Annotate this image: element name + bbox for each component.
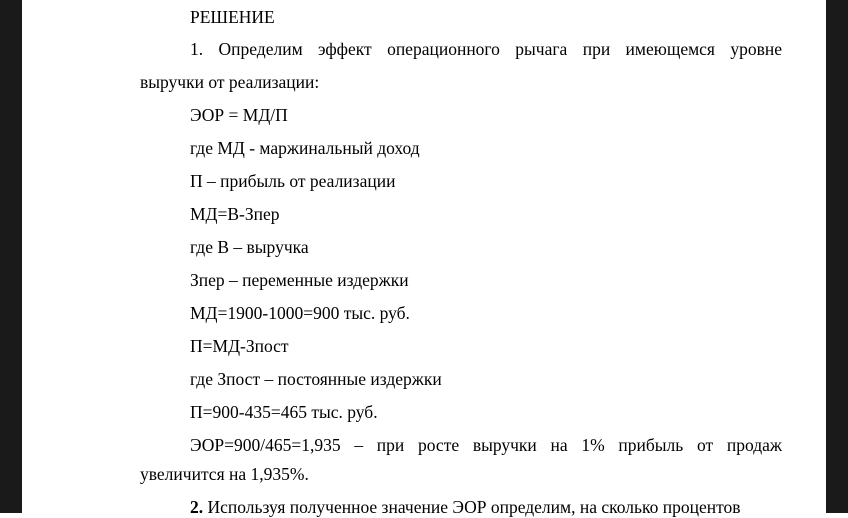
definition-zpost: где Зпост – постоянные издержки xyxy=(190,369,442,389)
calc-md: МД=1900-1000=900 тыс. руб. xyxy=(190,303,410,323)
formula-eor: ЭОР = МД/П xyxy=(190,105,288,125)
left-margin-bar xyxy=(0,0,22,513)
result-line-2: увеличится на 1,935%. xyxy=(140,464,309,484)
paragraph-2-number: 2. xyxy=(190,497,204,517)
definition-md: где МД - маржинальный доход xyxy=(190,138,420,158)
right-margin-bar xyxy=(826,0,848,513)
heading: РЕШЕНИЕ xyxy=(190,7,275,27)
definition-zper: Зпер – переменные издержки xyxy=(190,270,409,290)
paragraph-1-line-2: выручки от реализации: xyxy=(140,72,320,92)
formula-md: МД=В-Зпер xyxy=(190,204,280,224)
paragraph-2-line-1 xyxy=(190,496,741,518)
result-line-1: ЭОР=900/465=1,935 – при росте выручки на 1% прибыль от продаж xyxy=(190,435,782,455)
paragraph-1-line-1: 1. Определим эффект операционного рычага при имеющемся уровне xyxy=(190,39,782,59)
formula-p: П=МД-Зпост xyxy=(190,336,289,356)
definition-p: П – прибыль от реализации xyxy=(190,171,396,191)
paragraph-2-text: Используя полученное значение ЭОР определим, на сколько процентов xyxy=(203,497,741,517)
calc-p: П=900-435=465 тыс. руб. xyxy=(190,402,378,422)
definition-v: где В – выручка xyxy=(190,237,309,257)
